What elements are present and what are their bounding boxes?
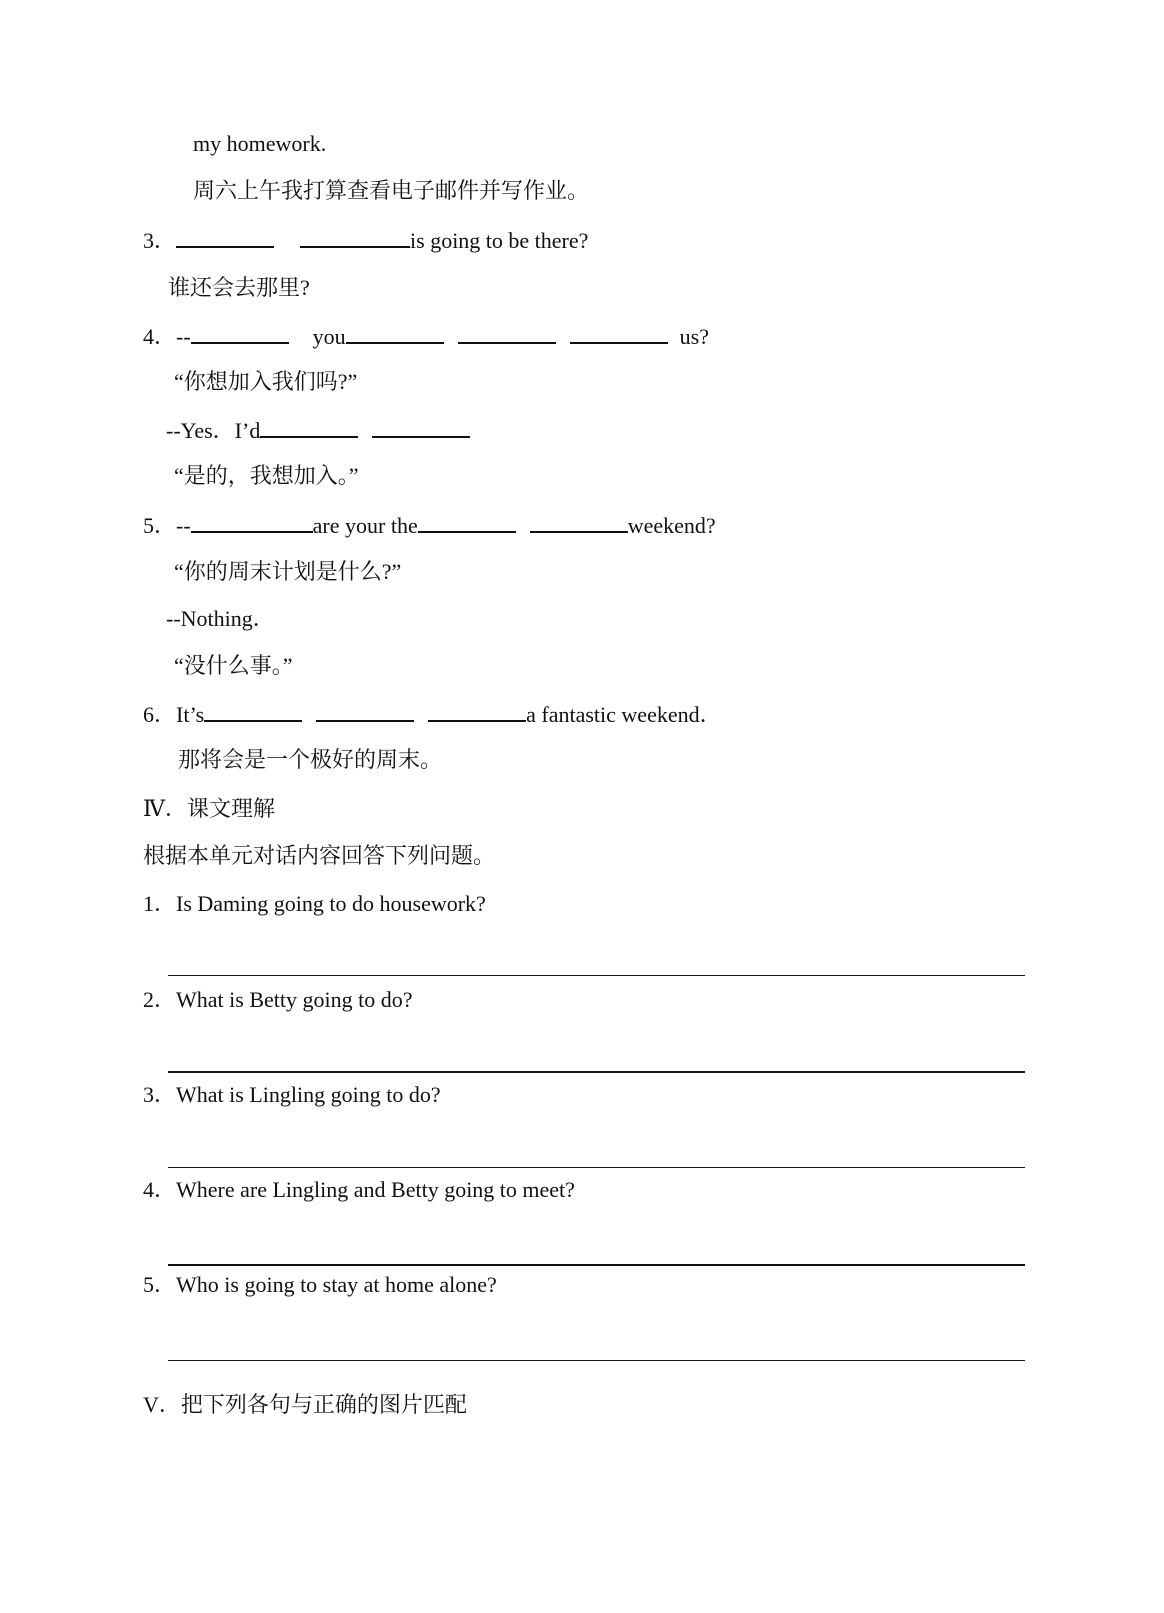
question-4-translation: “你想加入我们吗?” <box>174 369 358 394</box>
fill-question-3 <box>143 226 588 255</box>
fill-question-4 <box>143 322 709 351</box>
comprehension-question-3 <box>143 1081 441 1109</box>
question-4-reply <box>166 416 470 445</box>
question-text: weekend? <box>627 513 716 538</box>
comprehension-question-5 <box>143 1271 497 1299</box>
question-5-reply: --Nothing． <box>166 606 275 631</box>
blank[interactable] <box>530 511 628 533</box>
comprehension-question-4 <box>143 1176 575 1204</box>
question-text: What is Betty going to do? <box>176 987 413 1012</box>
question-word: us? <box>679 324 709 349</box>
question-text: is going to be there? <box>410 228 589 253</box>
blank[interactable] <box>316 700 414 722</box>
dialogue-dash: -- <box>176 513 191 538</box>
blank[interactable] <box>204 700 302 722</box>
comprehension-question-1 <box>143 890 486 918</box>
blank[interactable] <box>300 226 410 248</box>
question-number: 3． <box>143 228 177 253</box>
section-4-heading: Ⅳ．课文理解 <box>143 796 275 821</box>
question-text: It’s <box>176 702 205 727</box>
answer-line-5[interactable] <box>168 1360 1025 1361</box>
question-4-reply-translation: “是的，我想加入。” <box>174 463 359 488</box>
answer-line-1[interactable] <box>168 975 1025 976</box>
blank[interactable] <box>428 700 526 722</box>
continued-sentence-en: my homework. <box>193 131 327 156</box>
fill-question-5 <box>143 511 716 540</box>
blank[interactable] <box>418 511 516 533</box>
question-3-translation: 谁还会去那里? <box>168 275 310 300</box>
question-number: 1． <box>143 891 177 916</box>
blank[interactable] <box>260 416 358 438</box>
blank[interactable] <box>458 322 556 344</box>
question-number: 2． <box>143 987 177 1012</box>
question-text: are your the <box>312 513 418 538</box>
answer-line-3[interactable] <box>168 1167 1025 1168</box>
blank[interactable] <box>372 416 470 438</box>
question-number: 5． <box>143 1272 177 1297</box>
question-number: 4． <box>143 1177 177 1202</box>
answer-line-2[interactable] <box>168 1071 1025 1073</box>
question-text: a fantastic weekend． <box>526 702 722 727</box>
section-5-heading: V．把下列各句与正确的图片匹配 <box>143 1392 467 1417</box>
blank[interactable] <box>191 511 313 533</box>
question-number: 6． <box>143 702 177 727</box>
question-5-translation: “你的周末计划是什么?” <box>174 559 402 584</box>
question-number: 5． <box>143 513 177 538</box>
reply-text: --Yes．I’d <box>166 418 261 443</box>
section-4-instruction: 根据本单元对话内容回答下列问题。 <box>143 843 496 868</box>
answer-line-4[interactable] <box>168 1264 1025 1266</box>
question-word: you <box>312 324 346 349</box>
question-text: What is Lingling going to do? <box>176 1082 441 1107</box>
continued-sentence-zh: 周六上午我打算查看电子邮件并写作业。 <box>193 178 590 203</box>
question-5-reply-translation: “没什么事。” <box>174 653 293 678</box>
blank[interactable] <box>191 322 289 344</box>
blank[interactable] <box>176 226 274 248</box>
question-text: Where are Lingling and Betty going to meet? <box>176 1177 575 1202</box>
blank[interactable] <box>570 322 668 344</box>
question-6-translation: 那将会是一个极好的周末。 <box>178 747 443 772</box>
question-text: Who is going to stay at home alone? <box>176 1272 497 1297</box>
question-number: 3． <box>143 1082 177 1107</box>
question-text: Is Daming going to do housework? <box>176 891 486 916</box>
blank[interactable] <box>346 322 444 344</box>
comprehension-question-2 <box>143 986 412 1014</box>
dialogue-dash: -- <box>176 324 191 349</box>
question-number: 4． <box>143 324 177 349</box>
fill-question-6 <box>143 700 722 729</box>
